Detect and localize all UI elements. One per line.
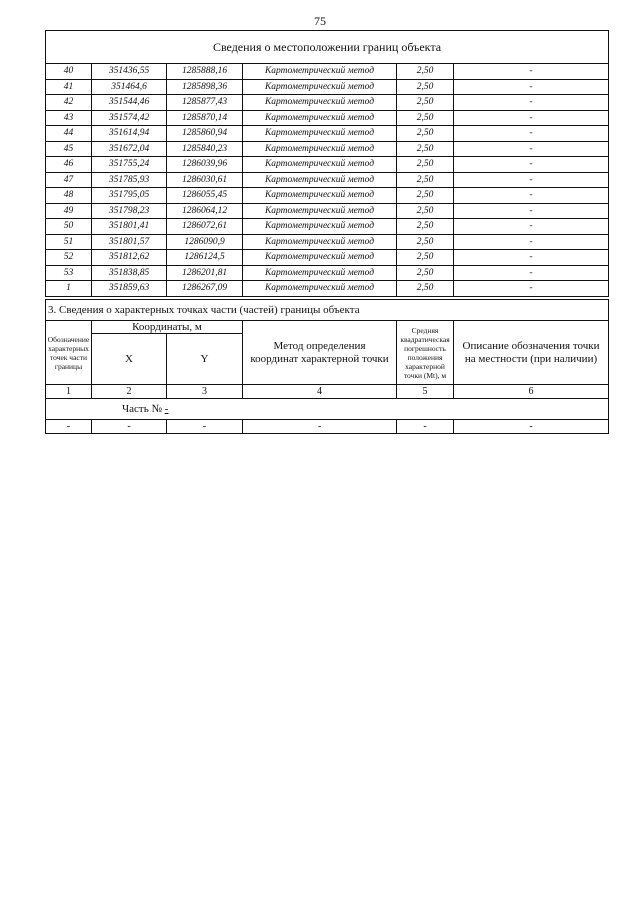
point-number-cell: 48 — [46, 188, 92, 204]
y-coordinate-cell: 1286039,96 — [167, 157, 243, 173]
header-method: Метод определения координат характерной точки — [243, 321, 397, 385]
header-description: Описание обозначения точки на местности (при наличии) — [454, 321, 609, 385]
description-cell: - — [454, 157, 609, 173]
error-cell: 2,50 — [397, 172, 454, 188]
method-cell: Картометрический метод — [243, 110, 397, 126]
error-cell: 2,50 — [397, 110, 454, 126]
error-cell: 2,50 — [397, 219, 454, 235]
part-number: - — [164, 403, 169, 415]
error-cell: 2,50 — [397, 157, 454, 173]
method-cell: Картометрический метод — [243, 219, 397, 235]
table-row — [46, 203, 609, 219]
method-cell: Картометрический метод — [243, 172, 397, 188]
point-number-cell: 1 — [46, 281, 92, 297]
x-coordinate-cell: 351574,42 — [92, 110, 167, 126]
page-number: 75 — [314, 14, 326, 28]
x-coordinate-cell: 351614,94 — [92, 126, 167, 142]
table-row — [46, 64, 609, 80]
error-cell: 2,50 — [397, 203, 454, 219]
error-cell: 2,50 — [397, 141, 454, 157]
y-coordinate-cell: 1285877,43 — [167, 95, 243, 111]
x-coordinate-cell: 351544,46 — [92, 95, 167, 111]
method-cell: Картометрический метод — [243, 64, 397, 80]
y-coordinate-cell: 1286064,12 — [167, 203, 243, 219]
method-cell: Картометрический метод — [243, 126, 397, 142]
column-number: 3 — [167, 385, 243, 399]
point-number-cell: 53 — [46, 265, 92, 281]
part-points-table — [45, 299, 609, 434]
table-cell: - — [454, 420, 609, 434]
column-number: 6 — [454, 385, 609, 399]
point-number-cell: 41 — [46, 79, 92, 95]
description-cell: - — [454, 281, 609, 297]
x-coordinate-cell: 351812,62 — [92, 250, 167, 266]
point-number-cell: 40 — [46, 64, 92, 80]
table-cell: - — [243, 420, 397, 434]
table-row — [46, 110, 609, 126]
description-cell: - — [454, 64, 609, 80]
method-cell: Картометрический метод — [243, 265, 397, 281]
empty-data-row — [46, 420, 609, 434]
y-coordinate-cell: 1286055,45 — [167, 188, 243, 204]
table-cell: - — [46, 420, 92, 434]
table-cell: - — [92, 420, 167, 434]
x-coordinate-cell: 351798,23 — [92, 203, 167, 219]
point-number-cell: 45 — [46, 141, 92, 157]
y-coordinate-cell: 1285898,36 — [167, 79, 243, 95]
table-row — [46, 188, 609, 204]
y-coordinate-cell: 1286124,5 — [167, 250, 243, 266]
column-numbers-row — [46, 385, 609, 399]
column-number: 4 — [243, 385, 397, 399]
point-number-cell: 46 — [46, 157, 92, 173]
point-number-cell: 51 — [46, 234, 92, 250]
method-cell: Картометрический метод — [243, 95, 397, 111]
header-error: Средняя квадратическая погрешность положения характерной точки (Мt), м — [397, 321, 454, 385]
table-row — [46, 234, 609, 250]
y-coordinate-cell: 1285888,16 — [167, 64, 243, 80]
header-point-designation: Обозначение характерных точек части границы — [46, 321, 92, 385]
boundary-location-table — [45, 30, 609, 297]
x-coordinate-cell: 351801,57 — [92, 234, 167, 250]
y-coordinate-cell: 1286090,9 — [167, 234, 243, 250]
error-cell: 2,50 — [397, 64, 454, 80]
error-cell: 2,50 — [397, 188, 454, 204]
y-coordinate-cell: 1286072,61 — [167, 219, 243, 235]
point-number-cell: 44 — [46, 126, 92, 142]
method-cell: Картометрический метод — [243, 281, 397, 297]
x-coordinate-cell: 351785,93 — [92, 172, 167, 188]
x-coordinate-cell: 351755,24 — [92, 157, 167, 173]
point-number-cell: 43 — [46, 110, 92, 126]
description-cell: - — [454, 141, 609, 157]
description-cell: - — [454, 172, 609, 188]
point-number-cell: 49 — [46, 203, 92, 219]
method-cell: Картометрический метод — [243, 203, 397, 219]
description-cell: - — [454, 188, 609, 204]
table-row — [46, 250, 609, 266]
error-cell: 2,50 — [397, 126, 454, 142]
description-cell: - — [454, 203, 609, 219]
description-cell: - — [454, 79, 609, 95]
point-number-cell: 52 — [46, 250, 92, 266]
method-cell: Картометрический метод — [243, 157, 397, 173]
method-cell: Картометрический метод — [243, 188, 397, 204]
x-coordinate-cell: 351859,63 — [92, 281, 167, 297]
table-row — [46, 281, 609, 297]
table-row — [46, 141, 609, 157]
table-cell: - — [167, 420, 243, 434]
x-coordinate-cell: 351672,04 — [92, 141, 167, 157]
table-row — [46, 157, 609, 173]
table-title: Сведения о местоположении границ объекта — [46, 31, 609, 64]
section-title: 3. Сведения о характерных точках части (частей) границы объекта — [46, 300, 609, 321]
column-number: 1 — [46, 385, 92, 399]
x-coordinate-cell: 351838,85 — [92, 265, 167, 281]
table-row — [46, 126, 609, 142]
method-cell: Картометрический метод — [243, 141, 397, 157]
method-cell: Картометрический метод — [243, 234, 397, 250]
point-number-cell: 42 — [46, 95, 92, 111]
y-coordinate-cell: 1286267,09 — [167, 281, 243, 297]
description-cell: - — [454, 234, 609, 250]
description-cell: - — [454, 110, 609, 126]
part-label: Часть № — [122, 403, 162, 415]
y-coordinate-cell: 1286030,61 — [167, 172, 243, 188]
table-row — [46, 219, 609, 235]
y-coordinate-cell: 1286201,81 — [167, 265, 243, 281]
y-coordinate-cell: 1285840,23 — [167, 141, 243, 157]
y-coordinate-cell: 1285870,14 — [167, 110, 243, 126]
method-cell: Картометрический метод — [243, 79, 397, 95]
error-cell: 2,50 — [397, 265, 454, 281]
header-y: Y — [167, 334, 243, 385]
table-row — [46, 172, 609, 188]
error-cell: 2,50 — [397, 250, 454, 266]
error-cell: 2,50 — [397, 234, 454, 250]
x-coordinate-cell: 351436,55 — [92, 64, 167, 80]
table-row — [46, 265, 609, 281]
description-cell: - — [454, 126, 609, 142]
x-coordinate-cell: 351795,05 — [92, 188, 167, 204]
x-coordinate-cell: 351464,6 — [92, 79, 167, 95]
y-coordinate-cell: 1285860,94 — [167, 126, 243, 142]
description-cell: - — [454, 265, 609, 281]
method-cell: Картометрический метод — [243, 250, 397, 266]
column-number: 2 — [92, 385, 167, 399]
point-number-cell: 50 — [46, 219, 92, 235]
x-coordinate-cell: 351801,41 — [92, 219, 167, 235]
part-label-row — [46, 399, 609, 420]
table-row — [46, 95, 609, 111]
table-cell: - — [397, 420, 454, 434]
description-cell: - — [454, 95, 609, 111]
point-number-cell: 47 — [46, 172, 92, 188]
table-row — [46, 79, 609, 95]
error-cell: 2,50 — [397, 95, 454, 111]
error-cell: 2,50 — [397, 281, 454, 297]
description-cell: - — [454, 250, 609, 266]
header-coordinates: Координаты, м — [92, 321, 243, 334]
column-number: 5 — [397, 385, 454, 399]
header-x: X — [92, 334, 167, 385]
description-cell: - — [454, 219, 609, 235]
error-cell: 2,50 — [397, 79, 454, 95]
